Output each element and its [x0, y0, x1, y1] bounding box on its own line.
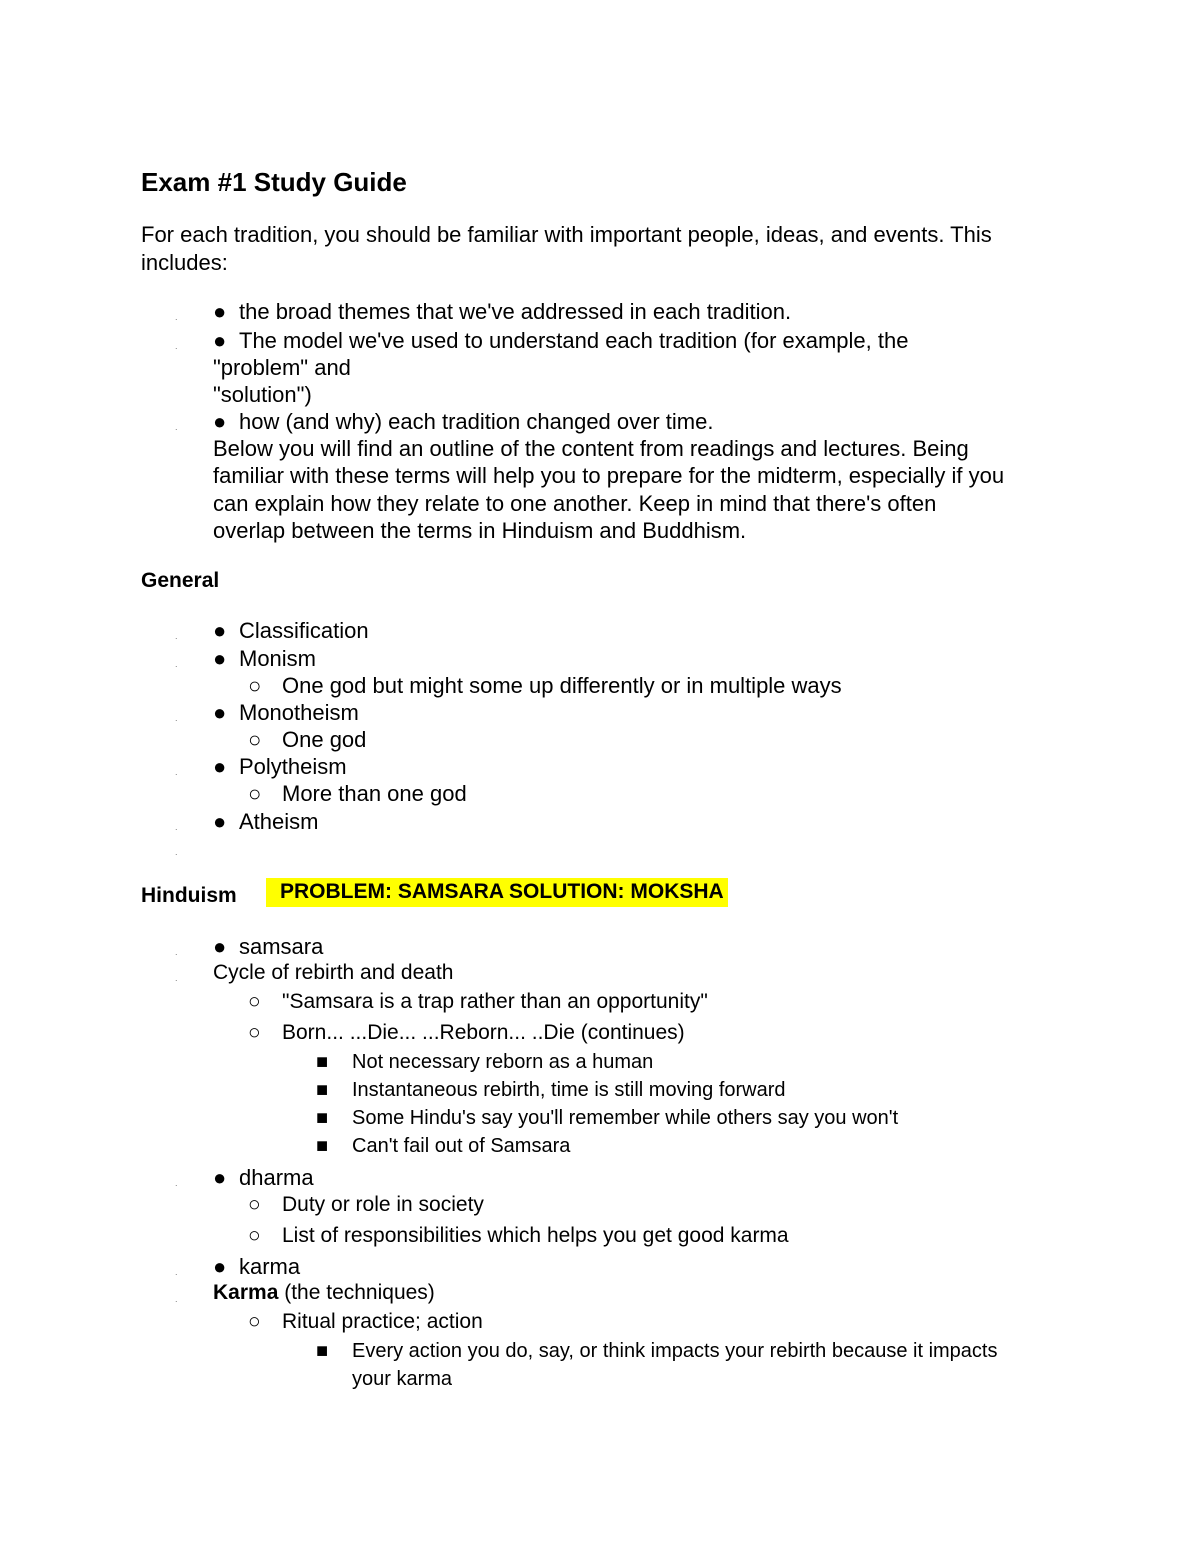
circle-bullet-icon: ○: [248, 1021, 261, 1044]
karma-sub-item: ○ Ritual practice; action: [248, 1310, 483, 1333]
outline-paragraph-line-4: overlap between the terms in Hinduism and Buddhism.: [213, 518, 747, 543]
section-heading-hinduism: Hinduism: [141, 884, 237, 907]
section-heading-general: General: [141, 569, 220, 592]
samsara-detail-item: ■ Instantaneous rebirth, time is still moving forward: [316, 1076, 786, 1104]
circle-bullet-icon: ○: [248, 1193, 261, 1216]
hinduism-item-samsara: ● samsara: [213, 934, 324, 959]
overview-item-model: ● The model we've used to understand each tradition (for example, the: [213, 328, 909, 353]
general-item-monotheism: ● Monotheism: [213, 700, 359, 725]
bullet-icon: ●: [213, 934, 227, 959]
page-title: Exam #1 Study Guide: [141, 167, 407, 197]
general-item-classification: ● Classification: [213, 618, 369, 643]
dharma-sub-item: ○ Duty or role in society: [248, 1193, 484, 1216]
bullet-icon: ●: [213, 700, 227, 725]
dharma-sub-item: ○ List of responsibilities which helps you get good karma: [248, 1224, 789, 1247]
bullet-icon: ●: [213, 299, 227, 324]
intro-line-2: includes:: [141, 250, 228, 275]
list-marker-dot: .: [175, 767, 178, 777]
circle-bullet-icon: ○: [248, 673, 262, 698]
samsara-detail-item: ■ Can't fail out of Samsara: [316, 1132, 570, 1160]
list-marker-dot: .: [175, 312, 178, 322]
bullet-icon: ●: [213, 618, 227, 643]
list-marker-dot: .: [175, 947, 178, 957]
outline-paragraph-line-3: can explain how they relate to one another. Keep in mind that there's often: [213, 491, 937, 516]
circle-bullet-icon: ○: [248, 990, 261, 1013]
bullet-icon: ●: [213, 646, 227, 671]
samsara-detail-item: ■ Some Hindu's say you'll remember while others say you won't: [316, 1104, 898, 1132]
problem-solution-highlight: PROBLEM: SAMSARA SOLUTION: MOKSHA: [266, 880, 728, 904]
hinduism-item-dharma: ● dharma: [213, 1165, 314, 1190]
list-marker-dot: .: [175, 1294, 178, 1304]
overview-model-continuation-2: "solution"): [213, 382, 312, 407]
general-item-atheism: ● Atheism: [213, 809, 319, 834]
bullet-icon: ●: [213, 1165, 227, 1190]
list-marker-dot: .: [175, 659, 178, 669]
samsara-definition: Cycle of rebirth and death: [213, 961, 454, 984]
karma-detail-item: ■ Every action you do, say, or think impacts your rebirth because it impacts: [316, 1337, 997, 1365]
overview-item-change: ● how (and why) each tradition changed over time.: [213, 409, 714, 434]
general-item-monism: ● Monism: [213, 646, 317, 671]
circle-bullet-icon: ○: [248, 1310, 261, 1333]
square-bullet-icon: ■: [316, 1107, 329, 1129]
circle-bullet-icon: ○: [248, 727, 262, 752]
bullet-icon: ●: [213, 409, 227, 434]
list-marker-dot: .: [175, 341, 178, 351]
samsara-sub-item: ○ Born... ...Die... ...Reborn... ..Die (continues): [248, 1021, 685, 1044]
list-marker-dot: .: [175, 1178, 178, 1188]
karma-definition: Karma (the techniques): [213, 1281, 435, 1304]
hinduism-item-karma: ● karma: [213, 1254, 301, 1279]
bullet-icon: ●: [213, 754, 227, 779]
list-marker-dot: .: [175, 973, 178, 983]
samsara-detail-item: ■ Not necessary reborn as a human: [316, 1048, 653, 1076]
list-marker-dot: .: [175, 822, 178, 832]
square-bullet-icon: ■: [316, 1135, 329, 1157]
circle-bullet-icon: ○: [248, 1224, 261, 1247]
outline-paragraph-line-1: Below you will find an outline of the content from readings and lectures. Being: [213, 436, 969, 461]
square-bullet-icon: ■: [316, 1079, 329, 1101]
karma-detail-continuation: your karma: [352, 1368, 453, 1390]
square-bullet-icon: ■: [316, 1340, 329, 1362]
samsara-sub-item: ○ "Samsara is a trap rather than an opportunity": [248, 990, 708, 1013]
list-marker-dot: .: [175, 713, 178, 723]
outline-paragraph-line-2: familiar with these terms will help you to prepare for the midterm, especially if you: [213, 463, 1005, 488]
bullet-icon: ●: [213, 1254, 227, 1279]
list-marker-dot: .: [175, 631, 178, 641]
list-marker-dot: .: [175, 1267, 178, 1277]
overview-model-continuation-1: "problem" and: [213, 355, 351, 380]
general-polytheism-sub: ○ More than one god: [248, 781, 467, 806]
general-monotheism-sub: ○ One god: [248, 727, 367, 752]
square-bullet-icon: ■: [316, 1051, 329, 1073]
bullet-icon: ●: [213, 809, 227, 834]
list-marker-dot: .: [175, 847, 178, 857]
circle-bullet-icon: ○: [248, 781, 262, 806]
general-item-polytheism: ● Polytheism: [213, 754, 347, 779]
intro-line-1: For each tradition, you should be familiar with important people, ideas, and events. This: [141, 222, 992, 247]
bullet-icon: ●: [213, 328, 227, 353]
list-marker-dot: .: [175, 422, 178, 432]
overview-item-themes: ● the broad themes that we've addressed in each tradition.: [213, 299, 792, 324]
general-monism-sub: ○ One god but might some up differently or in multiple ways: [248, 673, 842, 698]
